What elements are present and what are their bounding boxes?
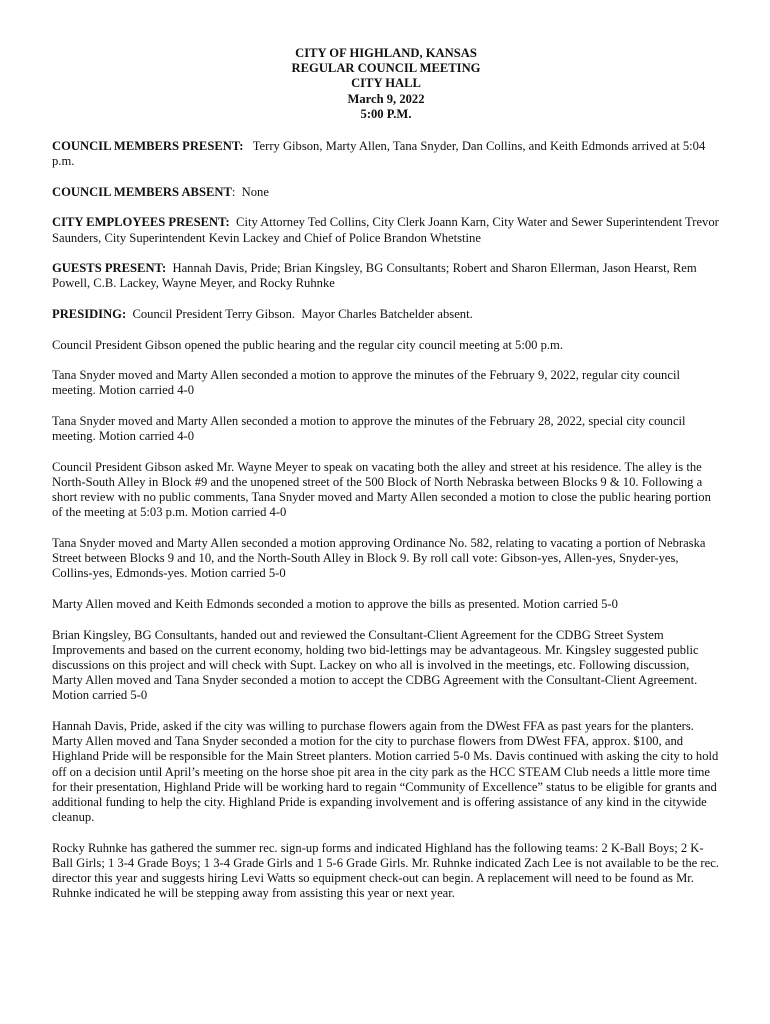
document-header (52, 46, 720, 122)
meeting-time: 5:00 P.M. (360, 106, 412, 121)
presiding-text: Council President Terry Gibson. Mayor Charles Batchelder absent. (126, 306, 473, 321)
meeting-type: REGULAR COUNCIL MEETING (291, 61, 481, 76)
employees-present-label: CITY EMPLOYEES PRESENT: (52, 215, 230, 230)
members-absent-text: : None (231, 184, 269, 199)
members-present-label: COUNCIL MEMBERS PRESENT: (52, 138, 244, 153)
minutes-paragraph-bills: Marty Allen moved and Keith Edmonds seconded a motion to approve the bills as presented. Motion carried 5-0 (52, 596, 618, 611)
minutes-paragraph-pride-flowers: Hannah Davis, Pride, asked if the city was willing to purchase flowers again from the DWest FFA as past years for the planters. Marty Allen moved and Tana Snyder seconded a motion for the city to purchase flowers from DWest FFA, approx. $100, and Highland Pride will be responsible for the Main Street planters. Motion carried 5-0 Ms. Davis continued with asking the city to hold off on a decision until April’s meeting on the horse shoe pit area in the city park as the HCC STEAM Club needs a little more time for their presentation, Highland Pride will be working hard to regain “Community of Excellence” status to be eligible for grants and additional funding to help the city. Highland Pride is expanding involvement and is offering assistance of any kind in the citywide cleanup. (52, 718, 719, 825)
presiding (52, 307, 720, 322)
minutes-paragraph-opening: Council President Gibson opened the public hearing and the regular city council meeting at 5:00 p.m. (52, 337, 563, 352)
employees-present (52, 215, 723, 245)
members-absent-label: COUNCIL MEMBERS ABSENT (52, 184, 232, 199)
employees-present-text: City Attorney Ted Collins, City Clerk Joann Karn, City Water and Sewer Superintendent Trevor Saunders, City Superintendent Kevin Lackey and Chief of Police Brandon Whetstine (52, 215, 723, 245)
guests-present (52, 261, 720, 291)
minutes-paragraph-vacating-hearing: Council President Gibson asked Mr. Wayne Meyer to speak on vacating both the alley and street at his residence. The alley is the North-South Alley in Block #9 and the unopened street of the 500 Block of North Nebraska between Blocks 9 & 10. Following a short review with no public comments, Tana Snyder moved and Marty Allen seconded a motion to close the public hearing portion of the meeting at 5:03 p.m. Motion carried 4-0 (52, 459, 711, 520)
document-page (52, 46, 723, 917)
guests-present-text: Hannah Davis, Pride; Brian Kingsley, BG Consultants; Robert and Sharon Ellerman, Jason Hearst, Rem Powell, C.B. Lackey, Wayne Meyer, and Rocky Ruhnke (52, 261, 700, 291)
minutes-paragraph-cdbg-agreement: Brian Kingsley, BG Consultants, handed out and reviewed the Consultant-Client Agreement for the CDBG Street System Improvements and based on the current economy, holding two bid-lettings may be advantageous. Mr. Kingsley suggested public discussions on this project and will check with Supt. Lackey on who all is involved in the meetings, etc. Following discussion, Marty Allen moved and Tana Snyder seconded a motion to accept the CDBG Agreement with the Consultant-Client Agreement. Motion carried 5-0 (52, 627, 699, 703)
meeting-location: CITY HALL (351, 76, 421, 91)
minutes-paragraph-feb28-minutes: Tana Snyder moved and Marty Allen seconded a motion to approve the minutes of the February 28, 2022, special city council meeting. Motion carried 4-0 (52, 413, 686, 444)
minutes-paragraph-ordinance-582: Tana Snyder moved and Marty Allen seconded a motion approving Ordinance No. 582, relating to vacating a portion of Nebraska Street between Blocks 9 and 10, and the North-South Alley in Block 9. By roll call vote: Gibson-yes, Allen-yes, Snyder-yes, Collins-yes, Edmonds-yes. Motion carried 5-0 (52, 535, 706, 581)
minutes-paragraph-feb9-minutes: Tana Snyder moved and Marty Allen seconded a motion to approve the minutes of the February 9, 2022, regular city council meeting. Motion carried 4-0 (52, 368, 680, 398)
guests-present-label: GUESTS PRESENT: (52, 261, 167, 276)
city-title: CITY OF HIGHLAND, KANSAS (295, 46, 477, 60)
minutes-paragraph-summer-rec: Rocky Ruhnke has gathered the summer rec. sign-up forms and indicated Highland has the following teams: 2 K-Ball Boys; 2 K-Ball Girls; 1 3-4 Grade Boys; 1 3-4 Grade Girls and 1 5-6 Grade Girls. Mr. Ruhnke indicated Zach Lee is not available to be the rec. director this year and suggests hiring Levi Watts so equipment check-out can begin. A replacement will need to be found as Mr. Ruhnke indicated he will be stepping away from assisting this year or next year. (52, 840, 719, 901)
meeting-date: March 9, 2022 (347, 91, 425, 106)
members-absent (52, 185, 720, 200)
members-present (52, 139, 720, 169)
members-present-text: Terry Gibson, Marty Allen, Tana Snyder, Dan Collins, and Keith Edmonds arrived at 5:04 p.m. (52, 138, 709, 169)
presiding-label: PRESIDING: (52, 306, 127, 321)
